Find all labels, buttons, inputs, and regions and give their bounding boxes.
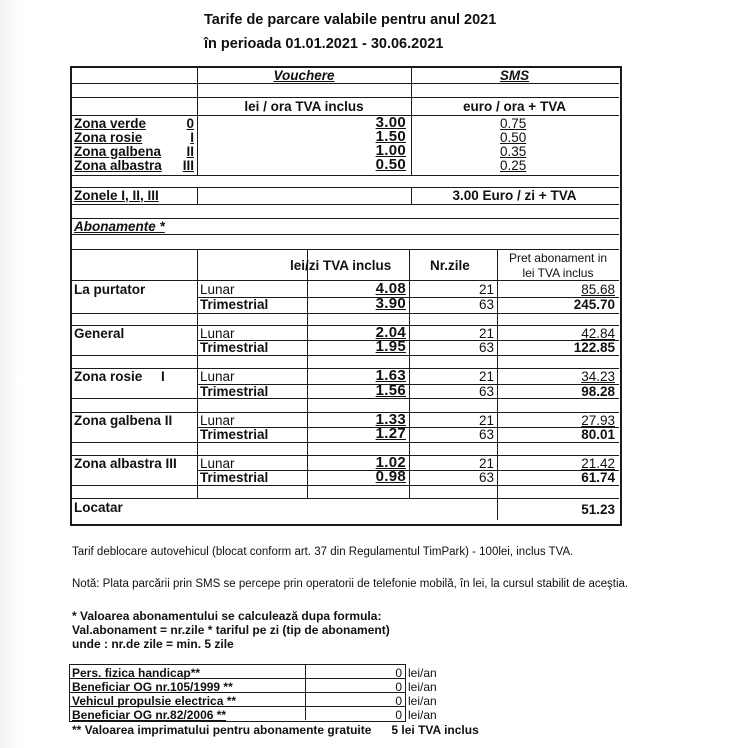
zonele-label: Zonele I, II, III — [74, 188, 159, 203]
unit-vouchere: lei / ora TVA inclus — [244, 99, 364, 114]
period-label: Lunar — [200, 456, 235, 471]
zone-sms-value: 0.50 — [500, 130, 527, 145]
col-price-header: lei TVA inclus — [522, 266, 594, 280]
free-row-value: 0 — [395, 708, 402, 722]
free-row-label: Beneficiar OG nr.82/2006 ** — [72, 708, 227, 722]
subscription-price: 27.93 — [581, 413, 615, 428]
free-row-value: 0 — [395, 680, 402, 694]
period-label: Trimestrial — [200, 384, 269, 399]
period-label: Trimestrial — [200, 340, 269, 355]
locatar-price: 51.23 — [581, 502, 615, 517]
subscription-price: 98.28 — [581, 384, 615, 399]
period-label: Trimestrial — [200, 297, 269, 312]
zonele-sms-value: 3.00 Euro / zi + TVA — [452, 188, 577, 203]
daily-rate: 1.63 — [375, 367, 406, 384]
group-label: Zona rosie I — [74, 369, 165, 384]
subscription-price: 80.01 — [581, 427, 615, 442]
free-row-label: Beneficiar OG nr.105/1999 ** — [72, 680, 233, 694]
subscription-price: 42.84 — [581, 326, 615, 341]
days-count: 21 — [478, 413, 494, 428]
daily-rate: 2.04 — [375, 324, 406, 341]
daily-rate: 1.27 — [375, 425, 406, 442]
zone-label: Zona albastra — [74, 158, 162, 173]
free-row-value: 0 — [395, 694, 402, 708]
daily-rate: 4.08 — [375, 280, 406, 297]
subscription-price: 85.68 — [581, 282, 615, 297]
formula-line: * Valoarea abonamentului se calculează dupa formula: — [72, 609, 382, 623]
group-label: Zona albastra III — [74, 456, 177, 471]
zone-voucher-value: 1.00 — [375, 142, 406, 159]
col-vouchere-header: Vouchere — [273, 68, 335, 83]
days-count: 63 — [478, 427, 494, 442]
period-label: Trimestrial — [200, 427, 269, 442]
days-count: 21 — [478, 282, 494, 297]
page-subtitle: în perioada 01.01.2021 - 30.06.2021 — [204, 36, 444, 52]
free-footnote: ** Valoarea imprimatului pentru abonamente gratuite 5 lei TVA inclus — [72, 723, 479, 737]
days-count: 63 — [478, 297, 494, 312]
daily-rate: 3.90 — [375, 295, 406, 312]
subscription-price: 21.42 — [581, 456, 615, 471]
formula-line: unde : nr.de zile = min. 5 zile — [72, 637, 234, 651]
group-label: Zona galbena II — [74, 413, 173, 428]
days-count: 21 — [478, 456, 494, 471]
zone-label: Zona rosie — [74, 130, 143, 145]
daily-rate: 0.98 — [375, 468, 406, 485]
zone-voucher-value: 0.50 — [375, 156, 406, 173]
zone-code: II — [186, 144, 194, 159]
free-row-unit: lei/an — [408, 666, 437, 680]
col-sms-header: SMS — [499, 68, 530, 83]
period-label: Lunar — [200, 369, 235, 384]
daily-rate: 1.02 — [375, 454, 406, 471]
sms-note: Notă: Plata parcării prin SMS se percepe prin operatorii de telefonie mobilă, în lei, la cursul stabilit de aceştia. — [72, 578, 629, 590]
daily-rate: 1.56 — [375, 382, 406, 399]
unit-sms: euro / ora + TVA — [463, 99, 566, 114]
free-row-label: Pers. fizica handicap** — [72, 666, 201, 680]
days-count: 21 — [478, 326, 494, 341]
subscription-price: 245.70 — [573, 297, 615, 312]
col-daily-header: lei/zi TVA inclus — [290, 258, 392, 273]
locatar-label: Locatar — [74, 500, 123, 515]
subscription-price: 61.74 — [581, 470, 615, 485]
group-label: La purtator — [74, 282, 146, 297]
subscription-price: 122.85 — [573, 340, 615, 355]
zone-label: Zona galbena — [74, 144, 162, 159]
days-count: 63 — [478, 340, 494, 355]
free-row-value: 0 — [395, 666, 402, 680]
page-title: Tarife de parcare valabile pentru anul 2021 — [204, 12, 497, 28]
group-label: General — [74, 326, 125, 341]
days-count: 21 — [478, 369, 494, 384]
days-count: 63 — [478, 384, 494, 399]
zone-code: 0 — [186, 116, 194, 131]
days-count: 63 — [478, 470, 494, 485]
col-days-header: Nr.zile — [430, 258, 470, 273]
zone-voucher-value: 1.50 — [375, 128, 406, 145]
zone-sms-value: 0.35 — [500, 144, 527, 159]
daily-rate: 1.95 — [375, 338, 406, 355]
free-row-unit: lei/an — [408, 708, 437, 722]
zone-voucher-value: 3.00 — [375, 114, 406, 131]
abonamente-title: Abonamente * — [74, 219, 165, 234]
scan-edge-shadow — [0, 0, 20, 748]
period-label: Lunar — [200, 326, 235, 341]
zone-code: III — [182, 158, 194, 173]
period-label: Lunar — [200, 282, 235, 297]
zone-sms-value: 0.25 — [500, 158, 527, 173]
subscription-price: 34.23 — [581, 369, 615, 384]
free-row-unit: lei/an — [408, 680, 437, 694]
col-price-header: Pret abonament in — [508, 251, 608, 265]
free-row-label: Vehicul propulsie electrica ** — [72, 694, 237, 708]
period-label: Lunar — [200, 413, 235, 428]
zone-code: I — [190, 130, 194, 145]
free-row-unit: lei/an — [408, 694, 437, 708]
formula-line: Val.abonament = nr.zile * tariful pe zi (tip de abonament) — [72, 623, 390, 637]
unlock-fee-note: Tarif deblocare autovehicul (blocat conform art. 37 din Regulamentul TimPark) - 100lei, inclus TVA. — [72, 546, 574, 558]
period-label: Trimestrial — [200, 470, 269, 485]
zone-label: Zona verde — [74, 116, 147, 131]
daily-rate: 1.33 — [375, 411, 406, 428]
zone-sms-value: 0.75 — [500, 116, 527, 131]
